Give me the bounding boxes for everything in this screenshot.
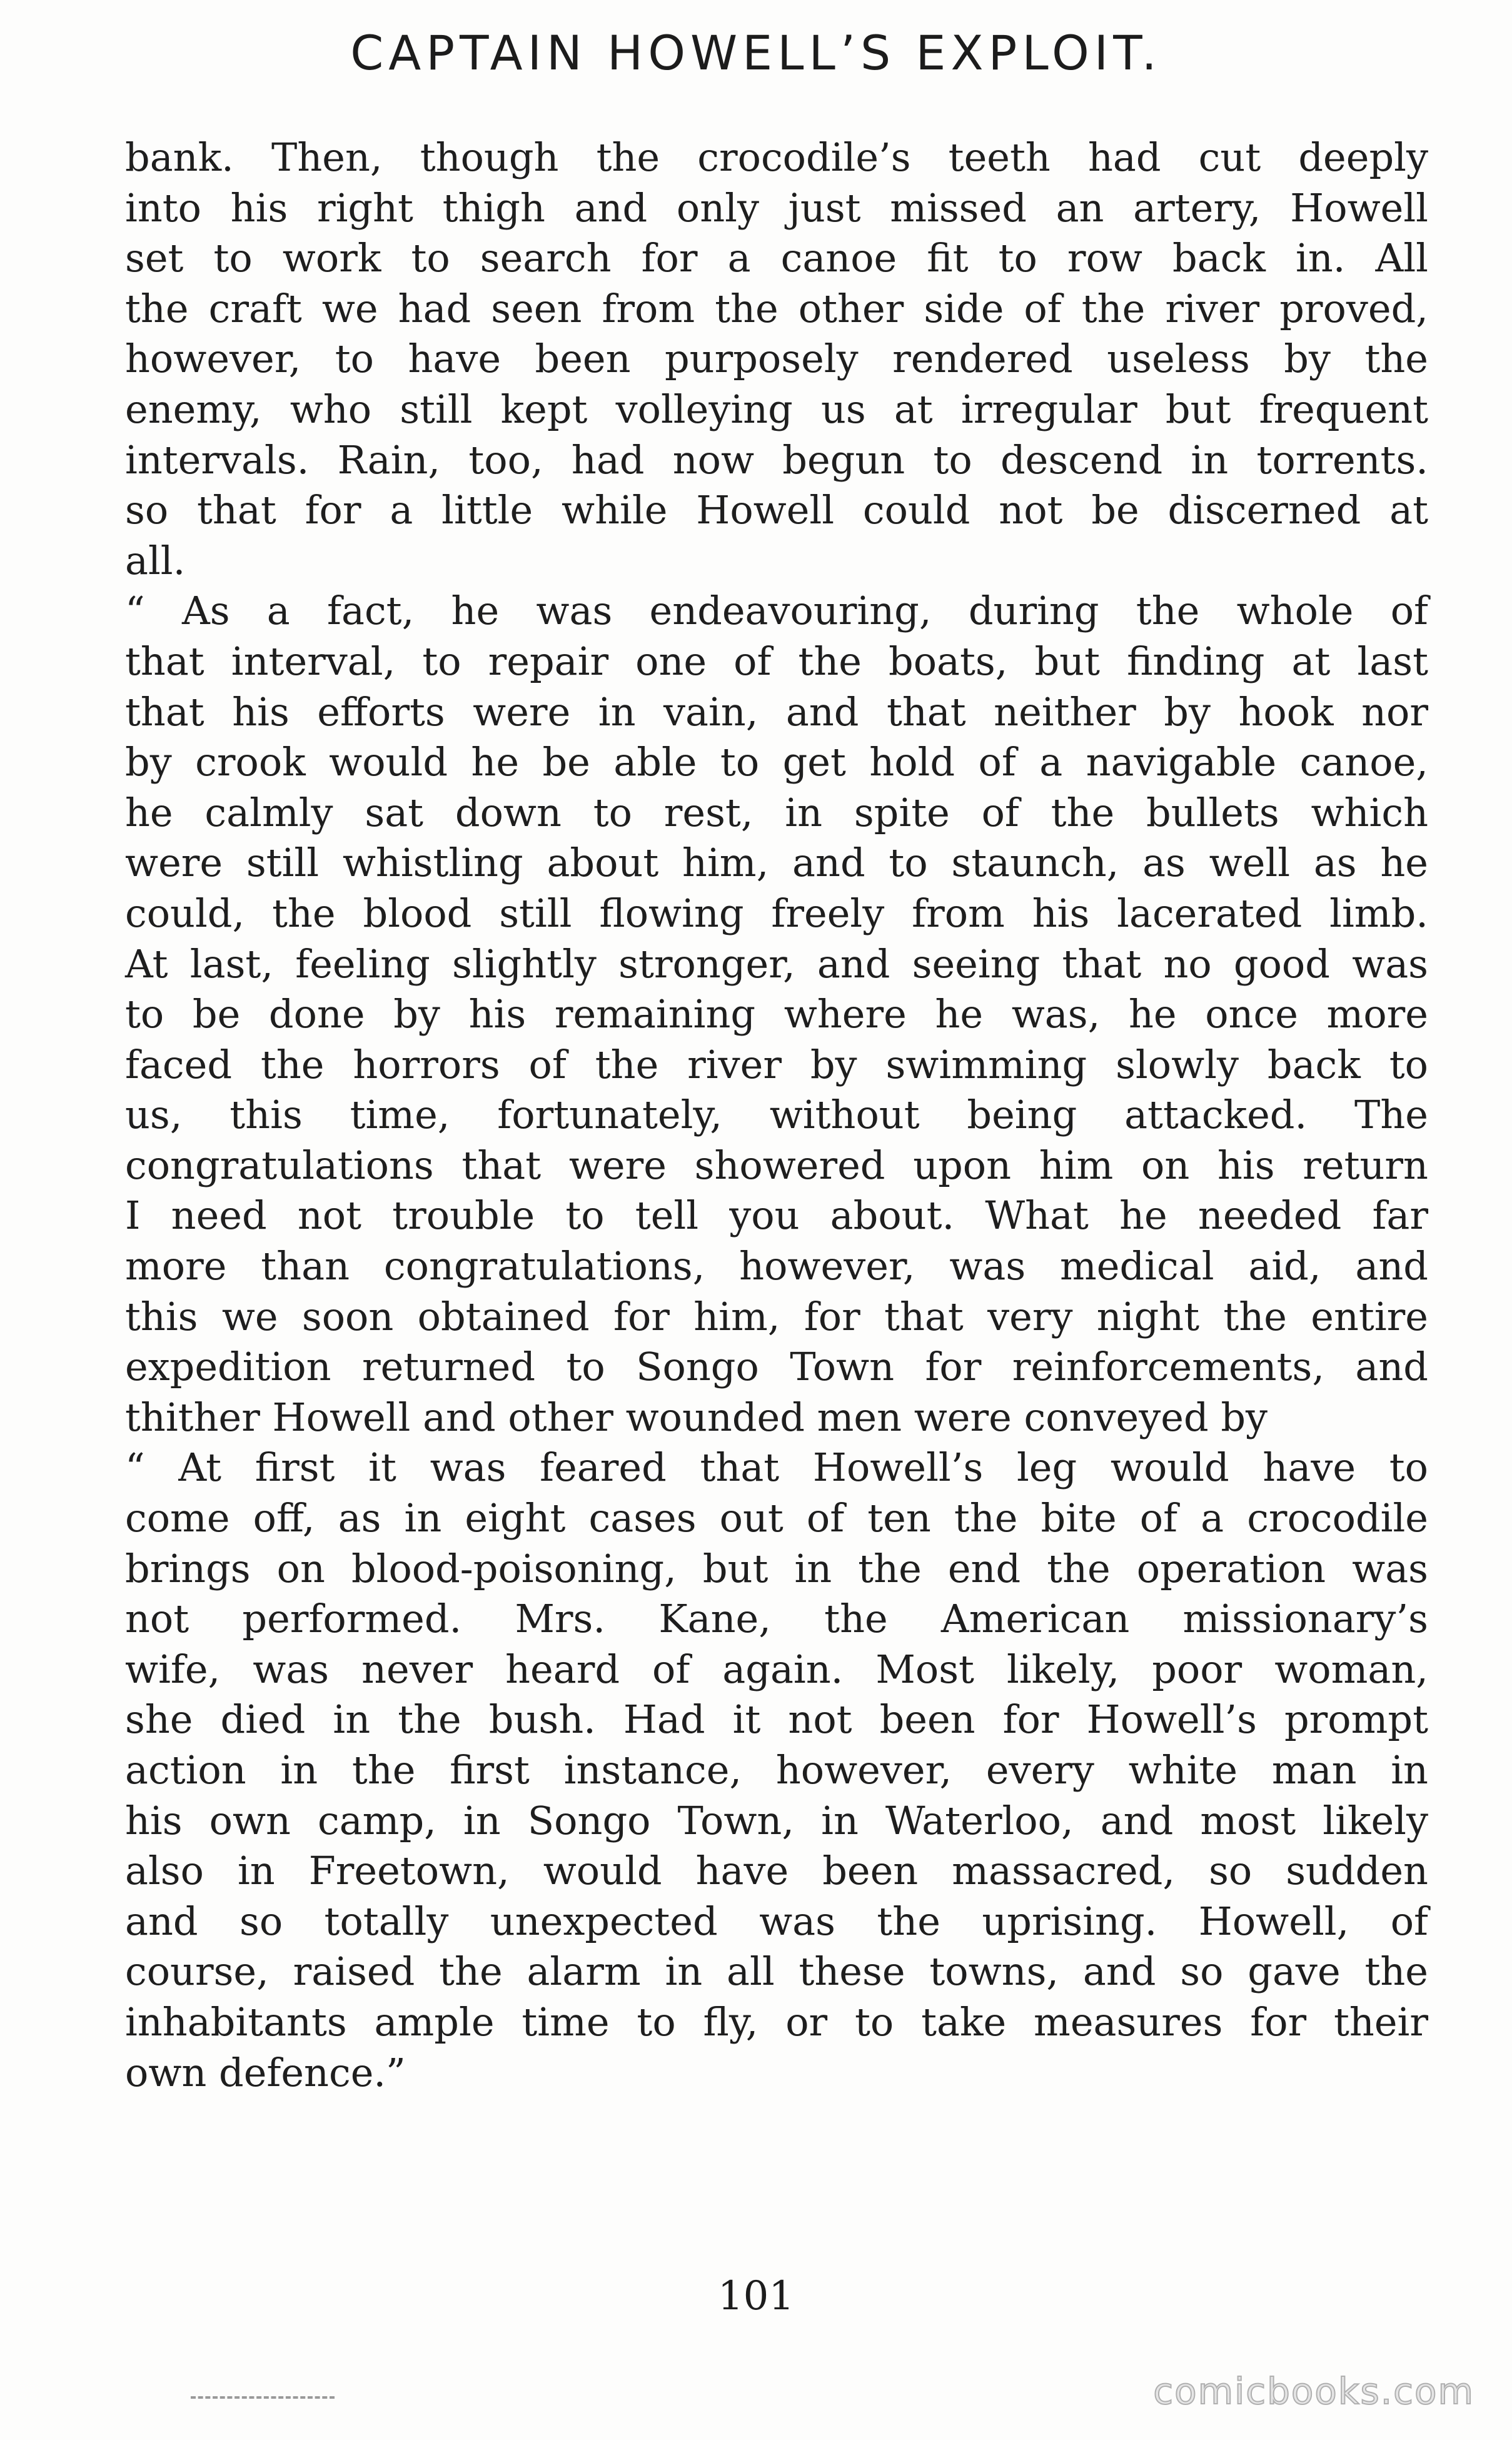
text-line: by crook would he be able to get hold of a navigable canoe, xyxy=(125,739,1428,785)
text-line: could, the blood still flowing freely from his lacerated limb. xyxy=(125,890,1428,936)
text-line: and so totally unexpected was the uprising. Howell, of xyxy=(125,1898,1428,1944)
text-line: into his right thigh and only just missed an artery, Howell xyxy=(125,184,1428,231)
text-line: that his efforts were in vain, and that neither by hook nor xyxy=(125,688,1428,735)
text-line: the craft we had seen from the other side of the river proved, xyxy=(125,285,1428,331)
text-line: were still whistling about him, and to staunch, as well as he xyxy=(125,840,1428,886)
text-line: all. xyxy=(125,537,186,583)
body-text xyxy=(125,133,1428,2098)
text-line: I need not trouble to tell you about. What he needed far xyxy=(125,1192,1428,1239)
text-line: set to work to search for a canoe fit to row back in. All xyxy=(125,235,1428,281)
text-line: come off, as in eight cases out of ten the bite of a crocodile xyxy=(125,1495,1428,1541)
text-line: faced the horrors of the river by swimming slowly back to xyxy=(125,1041,1428,1087)
text-line: bank. Then, though the crocodile’s teeth had cut deeply xyxy=(125,134,1428,180)
text-line: enemy, who still kept volleying us at irregular but frequent xyxy=(125,386,1428,432)
text-line: that interval, to repair one of the boats, but finding at last xyxy=(125,638,1428,684)
paragraph-2 xyxy=(125,586,1428,1443)
text-line: however, to have been purposely rendered useless by the xyxy=(125,336,1428,382)
paragraph-3 xyxy=(125,1443,1428,2098)
print-rule-mark xyxy=(191,2396,335,2399)
text-line: she died in the bush. Had it not been for Howell’s prompt xyxy=(125,1696,1428,1743)
text-line: action in the first instance, however, every white man in xyxy=(125,1747,1428,1793)
text-line: “ At first it was feared that Howell’s leg would have to xyxy=(125,1444,1428,1491)
text-line: inhabitants ample time to fly, or to take measures for their xyxy=(125,1999,1428,2045)
text-line: own defence.” xyxy=(125,2049,406,2095)
text-line: this we soon obtained for him, for that very night the entire xyxy=(125,1293,1428,1339)
text-line: so that for a little while Howell could not be discerned at xyxy=(125,487,1428,533)
text-line: to be done by his remaining where he was, he once more xyxy=(125,991,1428,1037)
text-line: also in Freetown, would have been massacred, so sudden xyxy=(125,1848,1428,1894)
text-line: “ As a fact, he was endeavouring, during the whole of xyxy=(125,588,1428,634)
page-number: 101 xyxy=(717,2273,795,2319)
text-line: us, this time, fortunately, without being attacked. The xyxy=(125,1092,1428,1138)
text-line: congratulations that were showered upon him on his return xyxy=(125,1142,1428,1188)
text-line: thither Howell and other wounded men were conveyed by xyxy=(125,1394,1268,1440)
running-head-title: CAPTAIN HOWELL’S EXPLOIT. xyxy=(350,25,1162,81)
text-line: not performed. Mrs. Kane, the American missionary’s xyxy=(125,1596,1428,1642)
paragraph-1 xyxy=(125,133,1428,586)
text-line: brings on blood-poisoning, but in the end the operation was xyxy=(125,1545,1428,1591)
text-line: expedition returned to Songo Town for reinforcements, and xyxy=(125,1344,1428,1390)
text-line: his own camp, in Songo Town, in Waterloo, and most likely xyxy=(125,1797,1428,1843)
text-line: more than congratulations, however, was medical aid, and xyxy=(125,1243,1428,1289)
text-line: At last, feeling slightly stronger, and seeing that no good was xyxy=(125,940,1428,987)
text-line: wife, was never heard of again. Most likely, poor woman, xyxy=(125,1646,1428,1692)
watermark-text: comicbooks.com xyxy=(1153,2370,1474,2412)
text-line: he calmly sat down to rest, in spite of the bullets which xyxy=(125,789,1428,835)
text-line: intervals. Rain, too, had now begun to descend in torrents. xyxy=(125,436,1428,483)
text-line: course, raised the alarm in all these towns, and so gave the xyxy=(125,1948,1428,1995)
